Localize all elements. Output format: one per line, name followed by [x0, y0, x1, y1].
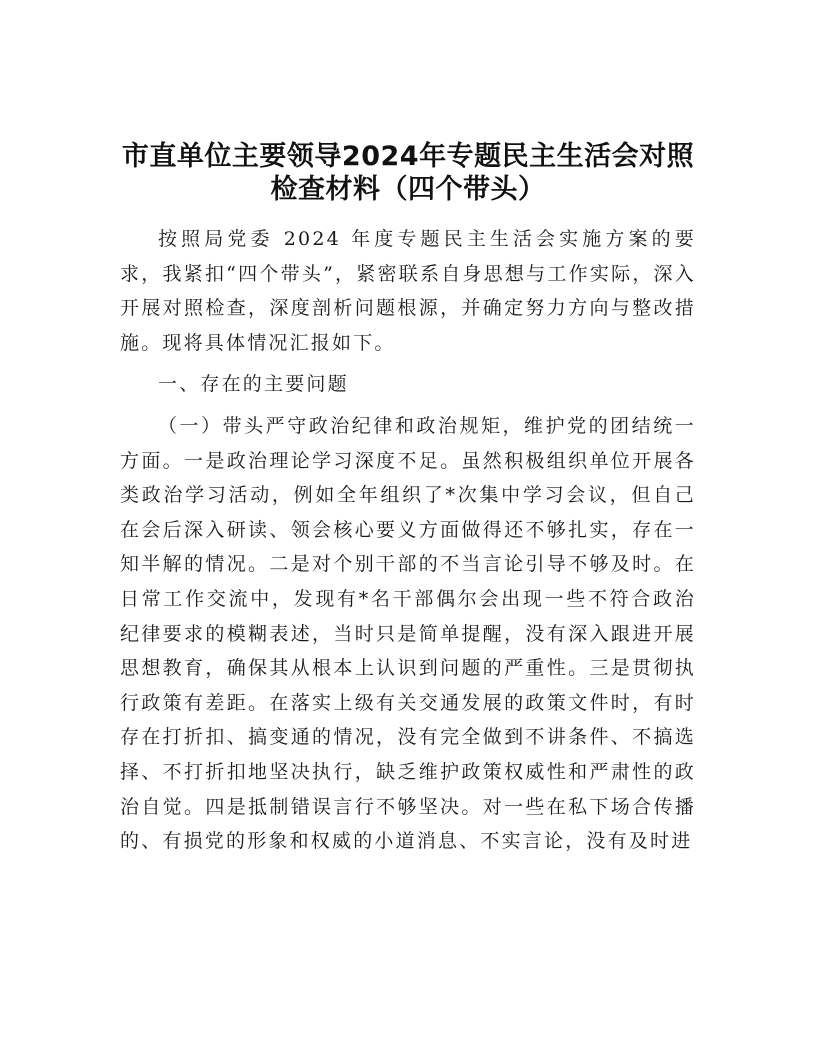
document-page	[120, 140, 696, 859]
section-heading-problems: 一、存在的主要问题	[158, 373, 349, 396]
intro-paragraph: 按照局党委 2024 年度专题民主生活会实施方案的要求，我紧扣“四个带头”，紧密联系自身思想与工作实际，深入开展对照检查，深度剖析问题根源，并确定努力方向与整改措施。现将具体情况汇报如下。	[120, 228, 696, 354]
document-body	[120, 222, 696, 859]
problems-paragraph-1: （一）带头严守政治纪律和政治规矩，维护党的团结统一方面。一是政治理论学习深度不足。虽然积极组织单位开展各类政治学习活动，例如全年组织了*次集中学习会议，但自己在会后深入研读、领会核心要义方面做得还不够扎实，存在一知半解的情况。二是对个别干部的不当言论引导不够及时。在日常工作交流中，发现有*名干部偶尔会出现一些不符合政治纪律要求的模糊表述，当时只是简单提醒，没有深入跟进开展思想教育，确保其从根本上认识到问题的严重性。三是贯彻执行政策有差距。在落实上级有关交通发展的政策文件时，有时存在打折扣、搞变通的情况，没有完全做到不讲条件、不搞选择、不打折扣地坚决执行，缺乏维护政策权威性和严肃性的政治自觉。四是抵制错误言行不够坚决。对一些在私下场合传播的、有损党的形象和权威的小道消息、不实言论，没有及时进	[120, 414, 696, 853]
document-title: 市直单位主要领导2024年专题民主生活会对照 检查材料（四个带头）	[121, 141, 695, 205]
